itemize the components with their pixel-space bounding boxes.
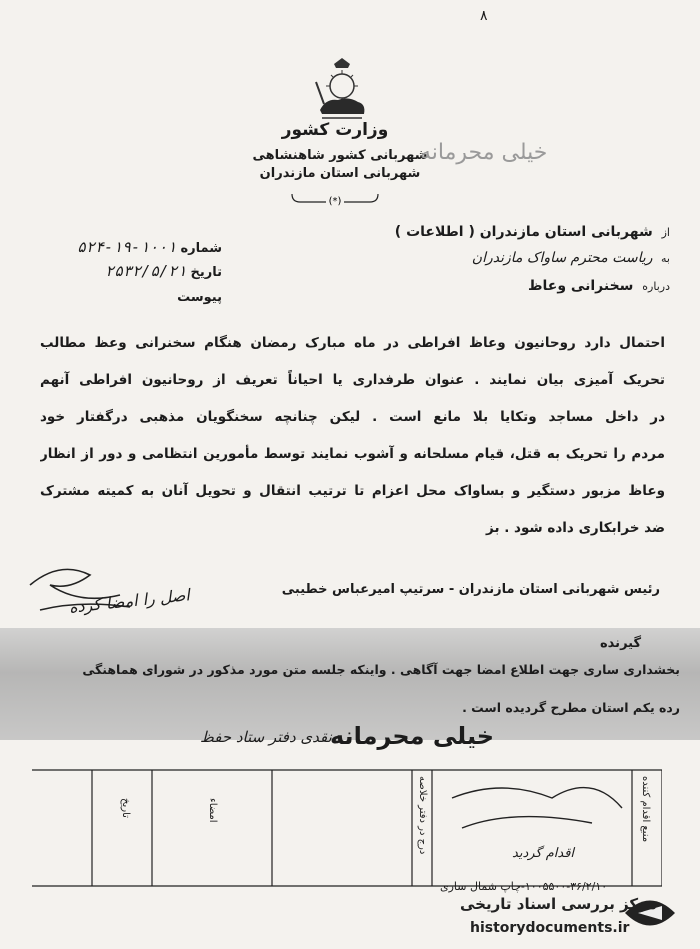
letter-date-row bbox=[22, 262, 222, 280]
date-label: تاریخ bbox=[190, 265, 222, 280]
from-label: از bbox=[661, 226, 670, 239]
letter-number-row bbox=[22, 238, 222, 256]
page-mark: ۸ bbox=[480, 8, 488, 24]
body-line: در داخل مساجد وتکایا بلا مانع است . لیکن چنانچه سخنگویان مذهبی درگفتار خود bbox=[40, 409, 665, 425]
lion-and-sun-emblem-icon bbox=[312, 58, 372, 120]
subject-value: سخنرانی وعاظ bbox=[527, 278, 634, 294]
to-row bbox=[380, 250, 670, 266]
table-handwritten-note: اقدام گردید bbox=[512, 846, 575, 861]
routing-table bbox=[32, 768, 662, 888]
letter-body bbox=[40, 325, 665, 547]
table-header-register: درج در دفتر خلاصه bbox=[417, 776, 428, 855]
to-label: به bbox=[661, 252, 670, 265]
body-line: وعاظ مزبور دستگیر و بساواک محل اعزام تا ترتیب انتقال و تحویل آنان به کمیته مشترک bbox=[40, 483, 665, 499]
recipient-line: رده یکم استان مطرح گردیده است . bbox=[462, 700, 680, 715]
number-value: ۱۰۰۱-۱۹-۵۲۴ bbox=[76, 238, 177, 256]
attachment-row bbox=[22, 290, 222, 305]
print-note: ۱۰۰۵۵۰۰-۳۶/۲/۱۰-چاپ شمال ساری bbox=[440, 880, 608, 893]
table-header-source: منبع اقدام کننده bbox=[640, 776, 651, 843]
from-row bbox=[380, 224, 670, 240]
subject-label: درباره bbox=[642, 280, 670, 293]
subject-row bbox=[380, 278, 670, 294]
ministry-title: وزارت کشور bbox=[281, 120, 389, 140]
table-grid bbox=[32, 768, 662, 888]
confidential-handwritten: خیلی محرمانه bbox=[330, 722, 495, 750]
table-header-date: تاریخ bbox=[120, 798, 131, 818]
confidential-note: نقدی دفتر ستاد حفظ bbox=[200, 728, 332, 746]
body-line: احتمال دارد روحانیون وعاظ افراطی در ماه مبارک رمضان هنگام سخنرانی وعظ مطالب bbox=[40, 335, 665, 351]
sub-department-title: شهربانی استان مازندران bbox=[259, 166, 421, 181]
body-line: ضد خرابکاری داده شود . بز bbox=[486, 520, 665, 536]
watermark-title: مرکز بررسی اسناد تاریخی bbox=[460, 895, 657, 913]
to-value: ریاست محترم ساواک مازندران bbox=[471, 250, 653, 266]
recipient-line: بخشداری ساری جهت اطلاع امضا جهت آگاهی . واینکه جلسه متن مورد مذکور در شورای هماهنگی bbox=[82, 662, 680, 677]
recipient-label: گیرنده bbox=[600, 636, 642, 651]
date-value: ۲۵۳۲/۵/۲۱ bbox=[105, 262, 187, 280]
confidential-stamp-top: خیلی محرمانه bbox=[420, 140, 548, 165]
table-header-signature: امضاء bbox=[207, 798, 218, 823]
watermark-url: historydocuments.ir bbox=[470, 920, 630, 936]
seal-bracket bbox=[290, 192, 380, 206]
attachment-label: پیوست bbox=[177, 290, 222, 305]
body-line: تحریک آمیزی بیان نمایند . عنوان طرفداری یا احیاناً تعریف از روحانیون افراطی آنهم bbox=[40, 372, 665, 388]
signature-line: رئیس شهربانی استان مازندران - سرتیپ امیرعباس خطیبی bbox=[281, 582, 660, 597]
seal-mark: (*) bbox=[328, 196, 342, 206]
from-value: شهربانی استان مازندران ( اطلاعات ) bbox=[394, 224, 653, 240]
original-signed-note: اصل را امضا کرده bbox=[68, 585, 191, 617]
body-line: مردم را تحریک به قتل، قیام مسلحانه و آشوب نمایند توسط مأمورین انتظامی و دور از انظار bbox=[40, 446, 665, 462]
department-title: شهربانی کشور شاهنشاهی bbox=[252, 148, 428, 163]
number-label: شماره bbox=[180, 241, 222, 256]
